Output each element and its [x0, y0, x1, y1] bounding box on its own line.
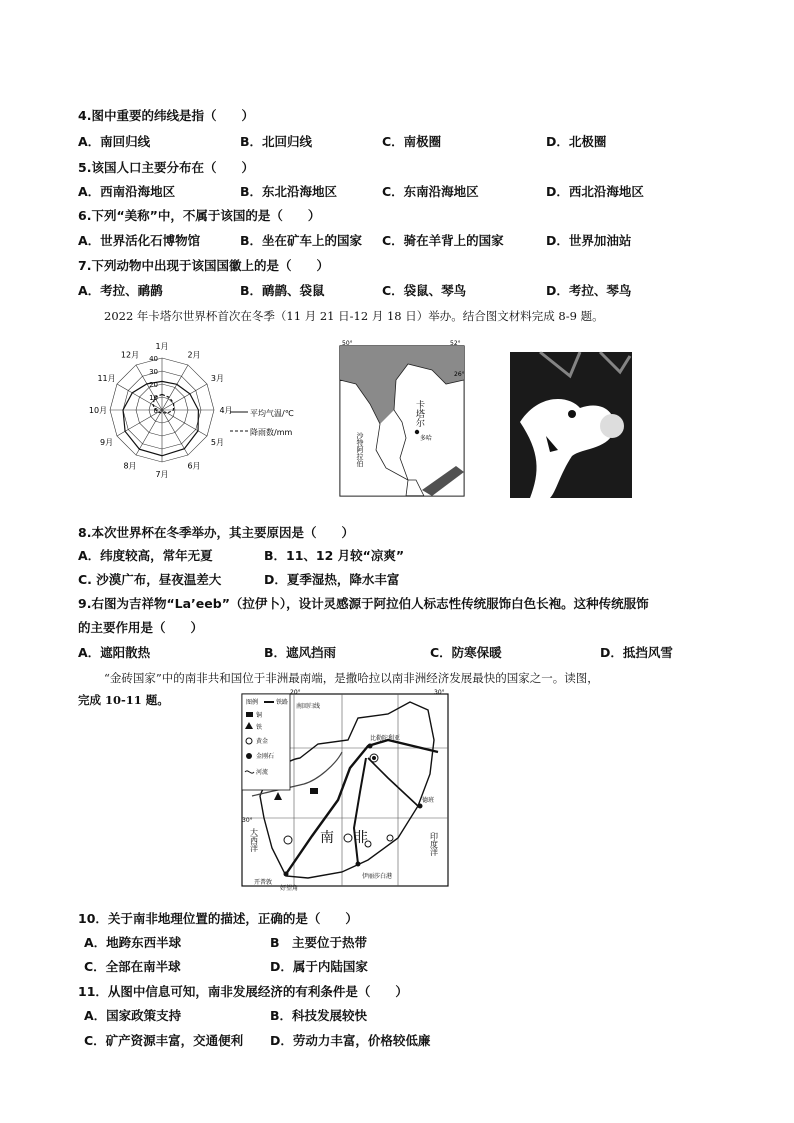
svg-text:金刚石: 金刚石 — [256, 753, 275, 760]
q8-option-a: A．纬度较高，常年无夏 — [78, 548, 213, 563]
question-6-stem: 6.下列“美称”中，不属于该国的是（ ） — [78, 208, 321, 223]
radar-month-label: 11月 — [97, 374, 116, 383]
question-7-stem: 7.下列动物中出现于该国国徽上的是（ ） — [78, 258, 329, 273]
copper-symbol — [310, 788, 318, 794]
q7-option-d: D．考拉、琴鸟 — [546, 283, 632, 298]
saudi-label: 沙特阿拉伯 — [356, 432, 364, 467]
q6-option-b: B．坐在矿车上的国家 — [240, 233, 363, 248]
mascot-ball — [600, 414, 624, 438]
radar-tick-label: 0 — [153, 407, 158, 415]
q4-option-a: A．南回归线 — [78, 134, 151, 149]
q5-option-c: C．东南沿海地区 — [382, 184, 479, 199]
radar-spoke — [136, 410, 162, 455]
q9-option-b: B．遮风挡雨 — [264, 645, 337, 660]
tropic-label: 南回归线 — [296, 703, 321, 710]
svg-text:铁: 铁 — [256, 724, 263, 731]
question-4-stem: 4.图中重要的纬线是指（ ） — [78, 108, 254, 123]
radar-spoke — [162, 410, 207, 436]
question-9-stem-2: 的主要作用是（ ） — [78, 620, 204, 635]
atlantic-label: 大西洋 — [249, 828, 259, 852]
q11-option-c: C．矿产资源丰富，交通便利 — [84, 1033, 244, 1048]
q11-option-d: D．劳动力丰富，价格较低廉 — [270, 1033, 431, 1048]
svg-text:图例: 图例 — [246, 699, 259, 706]
temp-curve — [123, 381, 198, 455]
legend-temp-text: 平均气温/℃ — [250, 409, 294, 418]
question-9-stem-1: 9.右图为吉祥物“La’eeb”（拉伊卜），设计灵感源于阿拉伯人标志性传统服饰白色长袍。这种传统服饰 — [78, 596, 649, 611]
legend-precip-text: 降雨数/mm — [250, 428, 293, 437]
svg-text:20°: 20° — [290, 689, 301, 696]
intro-10-11-line2: 完成 10-11 题。 — [78, 693, 169, 707]
q4-option-d: D．北极圈 — [546, 134, 607, 149]
radar-month-label: 12月 — [120, 350, 140, 360]
svg-text:黄金: 黄金 — [256, 738, 269, 745]
radar-month-label: 10月 — [88, 406, 108, 415]
radar-month-label: 5月 — [210, 438, 224, 447]
q7-option-b: B．鸸鹋、袋鼠 — [240, 283, 325, 298]
q10-option-c: C．全部在南半球 — [84, 959, 181, 974]
question-11-stem: 11．从图中信息可知，南非发展经济的有利条件是（ ） — [78, 984, 408, 999]
q8-option-c: C. 沙漠广布，昼夜温差大 — [78, 572, 222, 587]
question-10-stem: 10．关于南非地理位置的描述，正确的是（ ） — [78, 911, 358, 926]
radar-month-label: 6月 — [187, 461, 201, 471]
cape-label: 好望角 — [280, 885, 299, 892]
south-africa-map — [238, 688, 450, 890]
radar-grid — [110, 358, 214, 462]
q8-option-d: D．夏季湿热，降水丰富 — [264, 572, 400, 587]
svg-text:30°: 30° — [434, 689, 445, 696]
port-elizabeth-label: 伊丽莎白港 — [362, 873, 393, 880]
q8-option-b: B．11、12 月较“凉爽” — [264, 548, 405, 563]
pretoria-label: 比勒陀利亚 — [370, 735, 401, 742]
q10-option-d: D．属于内陆国家 — [270, 959, 368, 974]
radar-tick-label: 10 — [149, 394, 158, 402]
svg-text:30°: 30° — [242, 817, 253, 824]
radar-month-label: 2月 — [187, 350, 201, 360]
q6-option-a: A．世界活化石博物馆 — [78, 233, 201, 248]
intro-10-11-line1: “金砖国家”中的南非共和国位于非洲最南端，是撒哈拉以南非洲经济发展最快的国家之一。读图， — [104, 671, 599, 685]
svg-text:铁路: 铁路 — [276, 699, 289, 706]
q6-option-c: C．骑在羊背上的国家 — [382, 233, 504, 248]
durban-label: 德班 — [422, 797, 435, 804]
country-char-1: 南 — [320, 830, 334, 846]
question-5-stem: 5.该国人口主要分布在（ ） — [78, 160, 254, 175]
indian-label: 印度洋 — [429, 832, 439, 856]
q10-option-a: A．地跨东西半球 — [84, 935, 182, 950]
svg-text:河流: 河流 — [256, 769, 269, 776]
radar-tick-label: 40 — [149, 355, 158, 363]
radar-tick-label: 20 — [149, 381, 158, 389]
radar-month-label: 8月 — [123, 461, 137, 471]
capetown-label: 开普敦 — [254, 879, 273, 886]
svg-text:26°: 26° — [454, 371, 465, 378]
radar-spoke — [162, 365, 188, 410]
question-8-stem: 8.本次世界杯在冬季举办，其主要原因是（ ） — [78, 525, 354, 540]
intro-8-9: 2022 年卡塔尔世界杯首次在冬季（11 月 21 日-12 月 18 日）举办。结合图文材料完成 8-9 题。 — [104, 309, 604, 323]
mascot-eye — [568, 410, 576, 418]
q4-option-b: B．北回归线 — [240, 134, 313, 149]
radar-month-label: 3月 — [210, 374, 224, 383]
qatar-map — [336, 340, 468, 500]
svg-text:多哈: 多哈 — [420, 435, 433, 442]
radar-month-label: 7月 — [155, 470, 169, 479]
country-char-2: 非 — [354, 830, 368, 846]
q5-option-b: B．东北沿海地区 — [240, 184, 338, 199]
radar-tick-label: 30 — [149, 368, 158, 376]
q5-option-a: A．西南沿海地区 — [78, 184, 176, 199]
svg-text:52°: 52° — [450, 340, 461, 347]
radar-month-label: 1月 — [155, 342, 169, 351]
mascot-image — [510, 352, 632, 498]
doha-dot — [415, 430, 419, 434]
q9-option-d: D．抵挡风雪 — [600, 645, 673, 660]
q5-option-d: D．西北沿海地区 — [546, 184, 644, 199]
svg-text:50°: 50° — [342, 340, 353, 347]
q11-option-a: A．国家政策支持 — [84, 1008, 182, 1023]
climate-radar-chart — [88, 340, 332, 500]
q9-option-a: A．遮阳散热 — [78, 645, 151, 660]
q6-option-d: D．世界加油站 — [546, 233, 632, 248]
q10-option-b: B 主要位于热带 — [270, 935, 368, 950]
svg-text:铜: 铜 — [256, 712, 263, 719]
radar-month-label: 9月 — [100, 438, 114, 447]
q7-option-a: A．考拉、鸸鹋 — [78, 283, 163, 298]
q7-option-c: C．袋鼠、琴鸟 — [382, 283, 467, 298]
q9-option-c: C．防寒保暖 — [430, 645, 502, 660]
radar-month-label: 4月 — [219, 406, 233, 415]
q11-option-b: B．科技发展较快 — [270, 1008, 368, 1023]
q4-option-c: C．南极圈 — [382, 134, 442, 149]
qatar-label: 卡塔尔 — [414, 400, 424, 427]
